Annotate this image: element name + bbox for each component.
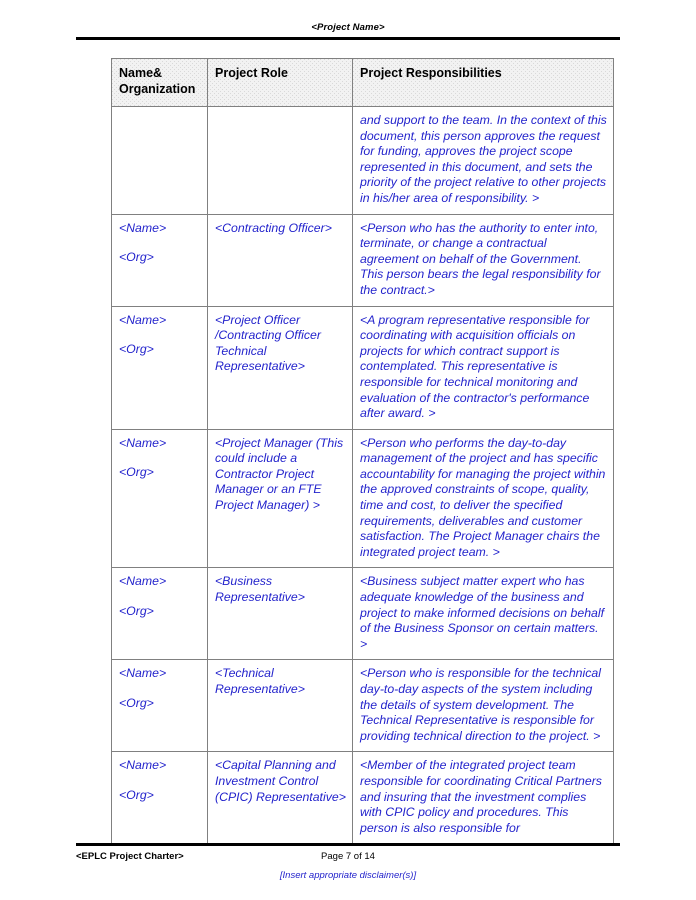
cell-name-organization (112, 214, 208, 306)
cell-name-organization (112, 429, 208, 568)
cell-name-value: <Name> (119, 312, 167, 327)
column-header-project-role: Project Role (208, 59, 353, 107)
cell-project-responsibility: <Business subject matter expert who has adequate knowledge of the business and project to make informed decisions on behalf of the Business Sponsor on certain matters. > (353, 568, 614, 660)
header-word-ampersand: & (153, 66, 163, 80)
page-header-title: <Project Name> (311, 22, 385, 33)
cell-project-role: <Technical Representative> (208, 660, 353, 752)
cell-org-value: <Org> (119, 342, 154, 357)
table-row (112, 660, 614, 752)
cell-name-organization (112, 107, 208, 215)
table-header-row (112, 59, 614, 107)
cell-org-value: <Org> (119, 604, 154, 619)
cell-project-responsibility: <Person who performs the day-to-day management of the project and has specific accountability for managing the project within the approved constraints of scope, quality, time and cost, to deliver the specified requirements, deliverables and customer satisfaction. The Project Manager chairs the integrated project team. > (353, 429, 614, 568)
table-row (112, 429, 614, 568)
cell-name-organization (112, 568, 208, 660)
cell-project-role: <Contracting Officer> (208, 214, 353, 306)
table-header (112, 59, 614, 107)
table-row (112, 306, 614, 429)
cell-project-role: <Project Officer /Contracting Officer Technical Representative> (208, 306, 353, 429)
cell-org-value: <Org> (119, 696, 154, 710)
table-row (112, 568, 614, 660)
footer-disclaimer: [Insert appropriate disclaimer(s)] (279, 870, 417, 881)
footer-primary-row (76, 850, 620, 864)
header-word-name: Name (119, 66, 154, 80)
column-header-project-responsibilities: Project Responsibilities (353, 59, 614, 107)
cell-project-role (208, 107, 353, 215)
page-running-header (76, 22, 620, 48)
cell-name-value: <Name> (119, 435, 167, 450)
cell-name-value: <Name> (119, 666, 167, 681)
page-running-footer (76, 843, 620, 882)
cell-project-responsibility: and support to the team. In the context of this document, this person approves the request for funding, approves the project scope represented in this document, and sets the priority of the project relative to other projects in his/her area of responsibility. > (353, 107, 614, 215)
cell-org-value: <Org> (119, 787, 154, 802)
table-body (112, 107, 614, 844)
cell-project-responsibility: <A program representative responsible for coordinating with acquisition officials on projects for which contract support is contemplated. This representative is responsible for technical monitoring and evaluation of the contractor's performance after award. > (353, 306, 614, 429)
header-divider-rule (76, 37, 620, 40)
cell-project-role: <Capital Planning and Investment Control (CPIC) Representative> (208, 752, 353, 844)
cell-org-value: <Org> (119, 465, 154, 480)
cell-org-value: <Org> (119, 250, 154, 265)
cell-name-value: <Name> (119, 574, 167, 589)
cell-name-organization (112, 752, 208, 844)
footer-divider-rule (76, 843, 620, 846)
project-roles-table (111, 58, 614, 844)
cell-name-value: <Name> (119, 220, 167, 235)
table-row (112, 214, 614, 306)
table-row (112, 107, 614, 215)
footer-page-number: Page 7 of 14 (321, 851, 375, 862)
cell-project-responsibility: <Member of the integrated project team responsible for coordinating Critical Partners and insuring that the investment complies with CPIC policy and procedures. This person is also responsible for (353, 752, 614, 844)
cell-project-responsibility: <Person who has the authority to enter into, terminate, or change a contractual agreement on behalf of the Government. This person bears the legal responsibility for the contract.> (353, 214, 614, 306)
cell-name-organization (112, 660, 208, 752)
cell-project-role: <Business Representative> (208, 568, 353, 660)
table-row (112, 752, 614, 844)
cell-name-organization (112, 306, 208, 429)
column-header-name-organization (112, 59, 208, 107)
cell-project-role: <Project Manager (This could include a Contractor Project Manager or an FTE Project Manager) > (208, 429, 353, 568)
footer-document-title: <EPLC Project Charter> (76, 851, 184, 862)
cell-project-responsibility: <Person who is responsible for the technical day-to-day aspects of the system including the details of system development. The Technical Representative is responsible for providing technical direction to the project. > (353, 660, 614, 752)
column-header-name-organization-line2: Organization (119, 81, 196, 96)
cell-name-value: <Name> (119, 758, 167, 773)
column-header-name-organization-line1 (119, 66, 201, 82)
